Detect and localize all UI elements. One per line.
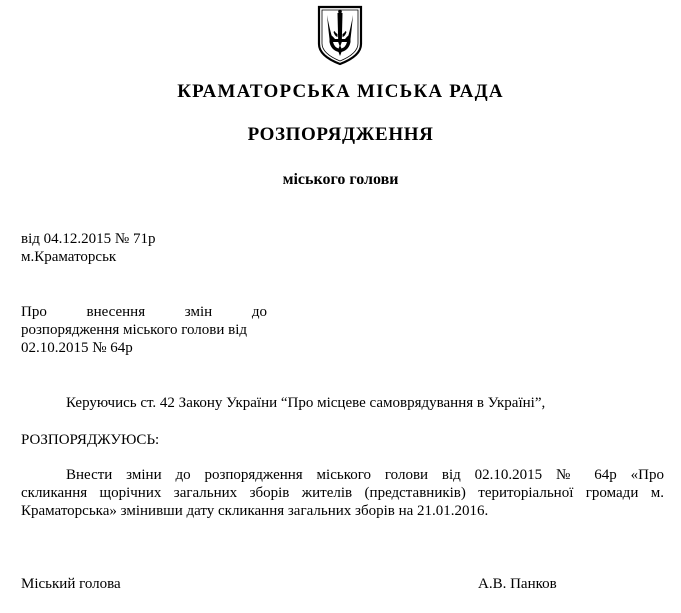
document-type-title: РОЗПОРЯДЖЕННЯ — [247, 124, 434, 145]
subject-line: Про внесення змін до — [21, 304, 267, 320]
subject-block — [21, 303, 267, 357]
order-heading: РОЗПОРЯДЖУЮСЬ: — [21, 432, 160, 448]
council-name: КРАМАТОРСЬКА МІСЬКА РАДА — [177, 81, 504, 102]
body-line: Внести зміни до розпорядження міського голови від 02.10.2015 № 64р «Про — [66, 467, 664, 483]
document-city: м.Краматорськ — [21, 249, 117, 265]
body-line: скликання щорічних загальних зборів жителів (представників) територіальної громади м. — [21, 485, 664, 501]
body-line: Краматорська» змінивши дату скликання загальних зборів на 21.01.2016. — [21, 503, 489, 519]
signer-name: А.В. Панков — [478, 576, 557, 592]
legal-basis-paragraph: Керуючись ст. 42 Закону України “Про місцеве самоврядування в Україні”, — [66, 395, 546, 411]
signer-title: Міський голова — [21, 576, 121, 592]
document-date-number: від 04.12.2015 № 71р — [21, 231, 156, 247]
trident-coat-of-arms-icon — [316, 4, 364, 66]
document-subtitle: міського голови — [282, 171, 399, 188]
subject-line: розпорядження міського голови від — [21, 322, 248, 338]
subject-line: 02.10.2015 № 64р — [21, 340, 133, 356]
order-body-paragraph — [21, 466, 664, 520]
